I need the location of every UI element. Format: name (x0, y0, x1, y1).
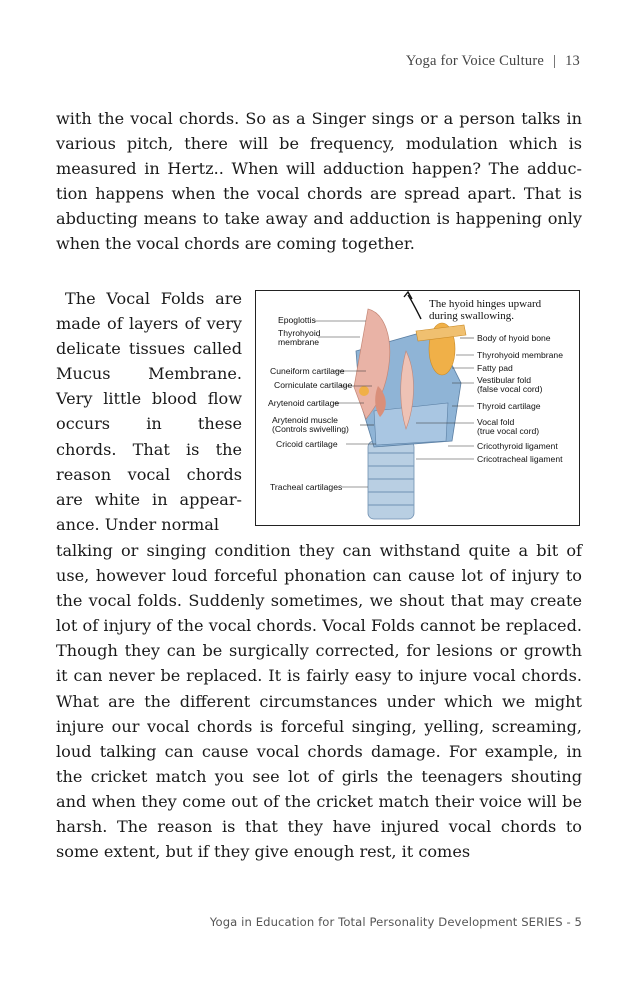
label-cricoid: Cricoid cartilage (276, 439, 338, 449)
hinge-arrow (408, 295, 421, 319)
figure-annotation-line2: during swallowing. (429, 310, 514, 322)
membrane-shape (354, 309, 414, 429)
trachea-shape (368, 441, 414, 519)
label-vocal-fold-line2: (true vocal cord) (477, 426, 540, 436)
label-epiglottis: Epoglottis (278, 315, 316, 325)
running-head-title: Yoga for Voice Culture (405, 53, 544, 69)
page-number: 13 (565, 53, 580, 69)
label-thyroid: Thyroid cartilage (477, 401, 541, 411)
label-thyrohyoid-membrane: Thyrohyoid membrane (477, 350, 563, 360)
label-arytenoid: Arytenoid cartilage (268, 398, 340, 408)
larynx-diagram (255, 290, 580, 526)
running-head (406, 53, 580, 70)
paragraph-injury: talking or singing condition they can withstand quite a bit of use, however loud forceful phonation can cause lot of injury to the vocal folds. Suddenly sometimes, we shout that may create lot of injury of the vocal chords. Vocal Folds cannot be replaced. Though they can be surgically corrected, for lesions or growth it can never be replaced. It is fairly easy to injure vocal chords. What are the different circumstances under which we might injure our vocal chords is forceful singing, yelling, screaming, loud talking can cause vocal chords damage. For example, in the cricket match you see lot of girls the teenagers shouting and when they come out of the cricket match their voice will be harsh. The reason is that they have injured vocal chords to some extent, but if they give enough rest, it comes (56, 541, 582, 862)
larynx-illustration (256, 291, 578, 524)
label-hyoid-body: Body of hyoid bone (477, 333, 551, 343)
series-footer: Yoga in Education for Total Personality Development SERIES - 5 (209, 915, 582, 929)
label-vestibular-line2: (false vocal cord) (477, 384, 543, 394)
paragraph-vocal-folds: The Vocal Folds are made of layers of very delicate tissues called Mucus Membrane. Very little blood flow occurs in these chords. That is the reason vocal chords are white in appearance. Under normal (56, 289, 242, 534)
label-thyrohyoid-line2: membrane (278, 337, 320, 347)
label-tracheal: Tracheal cartilages (270, 482, 343, 492)
label-corniculate: Corniculate cartilage (274, 380, 353, 390)
label-fatty-pad: Fatty pad (477, 363, 513, 373)
running-head-separator: | (552, 53, 557, 69)
label-cricotracheal: Cricotracheal ligament (477, 454, 563, 464)
label-cuneiform: Cuneiform cartilage (270, 366, 345, 376)
label-vestibular-line1: Vestibular fold (477, 375, 531, 385)
paragraph-adduction: with the vocal chords. So as a Singer sings or a person talks in various pitch, there will be frequency, modulation which is measured in Hertz.. When will adduction happen? The adduction happens when the vocal chords are spread apart. That is abducting means to take away and adduction is happening only when the vocal chords are coming together. (56, 109, 582, 254)
figure-annotation-line1: The hyoid hinges upward (429, 298, 542, 310)
label-arytenoid-muscle-line1: Arytenoid muscle (272, 415, 338, 425)
label-thyrohyoid-line1: Thyrohyoid (278, 328, 321, 338)
label-cricothyroid: Cricothyroid ligament (477, 441, 558, 451)
text-with-figure (56, 286, 582, 538)
label-arytenoid-muscle-line2: (Controls swivelling) (272, 424, 349, 434)
label-vocal-fold-line1: Vocal fold (477, 417, 515, 427)
